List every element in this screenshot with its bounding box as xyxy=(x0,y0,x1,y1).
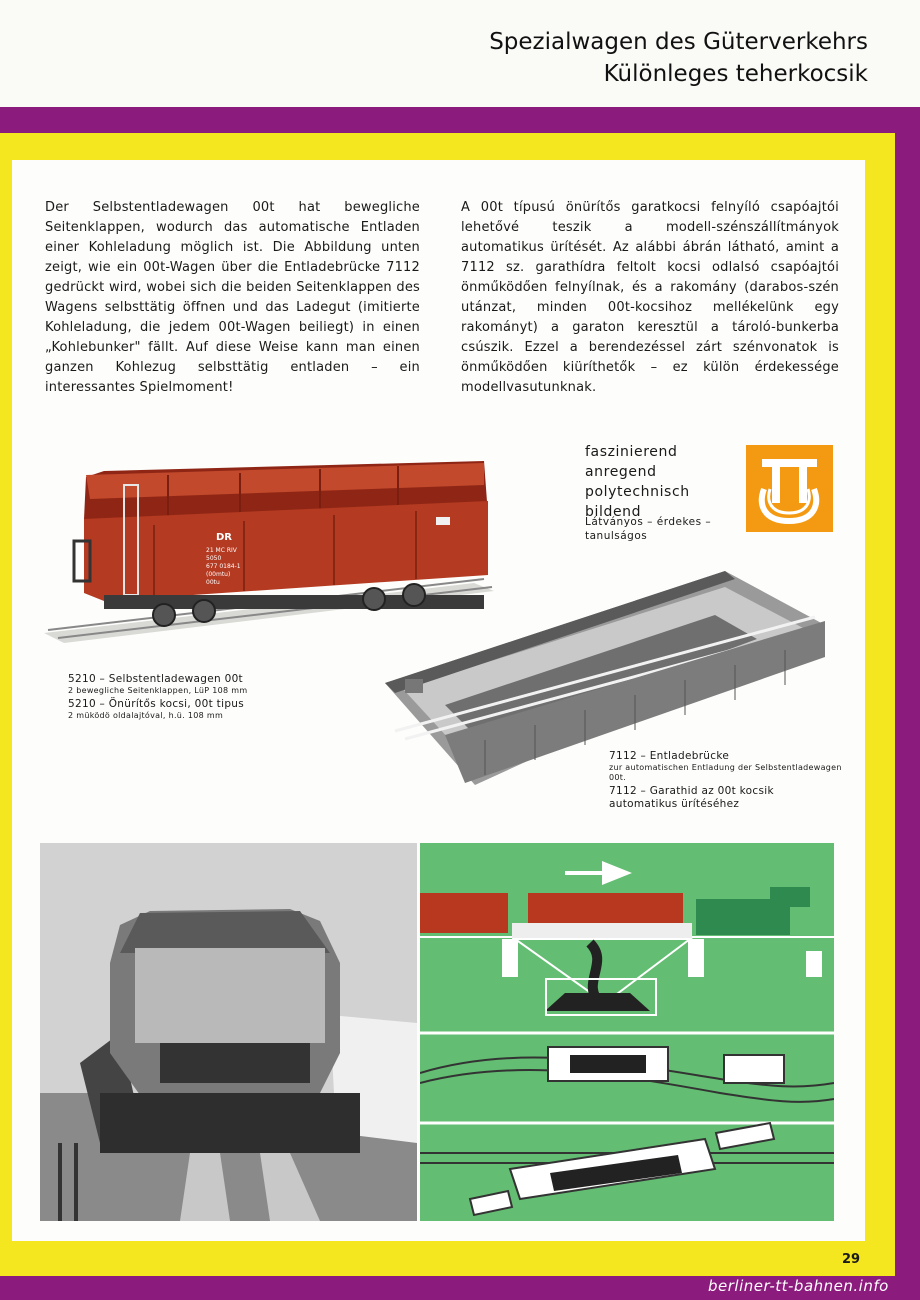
body-text-hu: A 00t típusú önürítős garatkocsi felnyíló csapóajtói lehetővé teszik a modell-szénszállítmányok automatikus ürítését. Az alábbi ábrán látható, amint a 7112 sz. garathídra feltolt kocsi odlalsó csapóajtói önműködően felnyílnak, és a rakomány (darabos-szén utánzat, minden 00t-kocsihoz mellékelünk egy rakományt) a garaton keresztül a tároló-bunkerba csúszik. Ezzel a berendezéssel zárt szénvonatok is önműködően kiüríthetők – ez külön érdekessége modellvasutunknak. xyxy=(461,200,839,395)
bridge-caption-title-hu: 7112 – Garathid az 00t kocsik xyxy=(609,785,774,797)
wagon-marking-dr: DR xyxy=(216,532,233,543)
slogan-hu: Látványos – érdekes – tanulságos xyxy=(585,516,712,542)
bridge-caption-detail: zur automatischen Entladung der Selbstentladewagen 00t. xyxy=(609,763,842,782)
wagon-caption-title-hu: 5210 – Önürítős kocsi, 00t tipus xyxy=(68,698,245,710)
slogan-line: polytechnisch bildend xyxy=(585,484,690,520)
bridge-caption-detail-hu: automatikus ürítéséhez xyxy=(609,798,740,810)
slogan-line: faszinierend xyxy=(585,444,678,460)
wagon-caption xyxy=(68,673,328,721)
wagon-marking: 677 0184-1 xyxy=(206,563,241,570)
tt-logo xyxy=(746,445,833,532)
slogan-de xyxy=(585,442,745,522)
website-watermark: berliner-tt-bahnen.info xyxy=(708,1277,889,1295)
unloading-diagram xyxy=(420,843,834,1221)
wagon-caption-detail-hu: 2 müködö oldalajtóval, h.ü. 108 mm xyxy=(68,711,224,720)
tt-logo-icon xyxy=(746,445,833,532)
bridge-caption xyxy=(609,750,854,811)
wagon-marking: (00mtu) xyxy=(206,571,231,578)
wagon-marking: 21 MC RIV xyxy=(206,547,237,554)
bridge-caption-title: 7112 – Entladebrücke xyxy=(609,750,730,762)
page-title-de: Spezialwagen des Güterverkehrs xyxy=(489,29,868,55)
wagon-marking: 00tu xyxy=(206,579,220,586)
wagon-marking: 5050 xyxy=(206,555,222,562)
body-text-de: Der Selbstentladewagen 00t hat bewegliche Seitenklappen, wodurch das automatische Entladen einer Kohleladung möglich ist. Die Abbildung unten zeigt, wie ein 00t-Wagen über die Entladebrücke 7112 gedrückt wird, wobei sich die beiden Seitenklappen des Wagens selbsttätig öffnen und das Ladegut (imitierte Kohleladung, die jedem 00t-Wagen beiliegt) in einen „Kohlebunker" fällt. Auf diese Weise kann man einen ganzen Kohlezug selbsttätig entladen – ein interessantes Spielmoment! xyxy=(45,200,420,395)
slogan-line: anregend xyxy=(585,464,657,480)
wagon-on-bridge-photo xyxy=(40,843,417,1221)
page-number: 29 xyxy=(842,1252,861,1267)
wagon-caption-title: 5210 – Selbstentladewagen 00t xyxy=(68,673,243,685)
page-title-hu: Különleges teherkocsik xyxy=(603,61,868,87)
wagon-caption-detail: 2 bewegliche Seitenklappen, LüP 108 mm xyxy=(68,686,248,695)
